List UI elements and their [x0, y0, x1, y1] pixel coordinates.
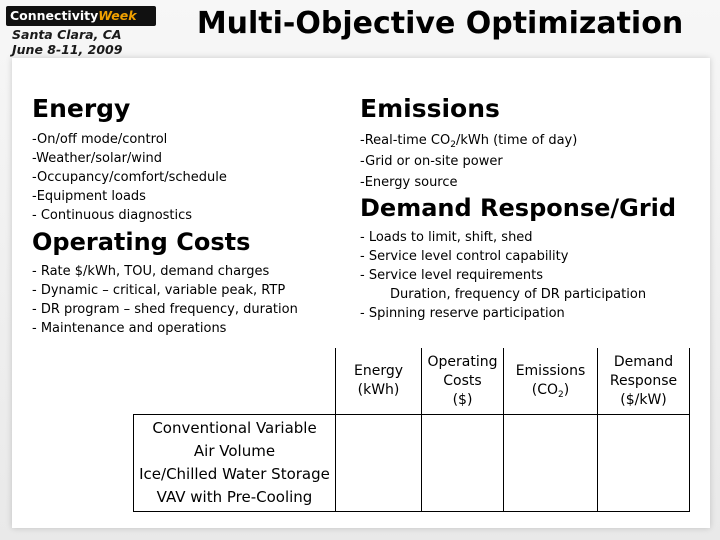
column-header-operating-costs	[422, 348, 504, 415]
list-item: - Service level requirements	[360, 268, 544, 283]
matrix-header-row	[134, 348, 690, 415]
list-item-text: -Real-time CO	[360, 133, 451, 148]
logo-brand-accent: Week	[98, 8, 137, 23]
header-line: Energy	[353, 363, 403, 379]
demand-response-heading: Demand Response/Grid	[360, 194, 677, 222]
list-item: - Dynamic – critical, variable peak, RTP	[32, 283, 286, 298]
list-item: -Occupancy/comfort/schedule	[32, 170, 227, 185]
header-line	[504, 381, 597, 400]
header-line: Emissions	[515, 363, 586, 379]
row-label-line: Air Volume	[193, 442, 276, 460]
header-line: ($)	[452, 391, 473, 408]
operating-costs-heading: Operating Costs	[32, 228, 251, 256]
table-cell-demand-response	[598, 415, 690, 512]
header-line: Costs	[443, 372, 482, 389]
demand-response-list	[360, 228, 646, 323]
logo-brand-main: Connectivity	[10, 8, 99, 23]
logo-dates: June 8-11, 2009	[12, 42, 123, 57]
list-item-text: /kWh (time of day)	[455, 133, 578, 148]
column-header-emissions	[504, 348, 598, 415]
connectivity-week-logo	[6, 6, 156, 58]
row-label-line: Conventional Variable	[152, 419, 317, 437]
list-item: - Spinning reserve participation	[360, 306, 565, 321]
header-line: Operating	[427, 353, 498, 370]
header-text: )	[563, 382, 570, 398]
list-item: -Grid or on-site power	[360, 154, 503, 169]
logo-brand-bar	[6, 6, 156, 26]
list-item: - Service level control capability	[360, 249, 569, 264]
header-line: (kWh)	[357, 382, 400, 398]
energy-heading: Energy	[32, 94, 131, 123]
header-line: Response	[609, 372, 678, 389]
list-item	[360, 130, 577, 151]
row-label-line: Ice/Chilled Water Storage	[139, 465, 330, 483]
matrix-corner	[134, 348, 336, 415]
list-item: -Weather/solar/wind	[32, 151, 163, 166]
list-item: - Continuous diagnostics	[32, 208, 193, 223]
table-row	[134, 415, 690, 512]
header-line: Demand	[613, 353, 674, 370]
row-label-line: VAV with Pre-Cooling	[156, 488, 313, 506]
list-item: -On/off mode/control	[32, 132, 168, 147]
operating-costs-list	[32, 262, 298, 338]
header-text: (CO	[531, 382, 559, 398]
energy-list	[32, 130, 227, 225]
list-item: - Maintenance and operations	[32, 321, 227, 336]
emissions-heading: Emissions	[360, 94, 500, 123]
table-cell-energy	[336, 415, 422, 512]
column-header-demand-response	[598, 348, 690, 415]
list-item: Duration, frequency of DR participation	[390, 287, 647, 302]
column-header-energy	[336, 348, 422, 415]
header-line: ($/kW)	[620, 391, 667, 408]
optimization-matrix	[133, 348, 690, 512]
subscript: 2	[450, 140, 456, 150]
list-item: -Equipment loads	[32, 189, 146, 204]
table-cell-emissions	[504, 415, 598, 512]
list-item: - Loads to limit, shift, shed	[360, 230, 533, 245]
emissions-list	[360, 130, 577, 193]
list-item: - Rate $/kWh, TOU, demand charges	[32, 264, 270, 279]
list-item: - DR program – shed frequency, duration	[32, 302, 298, 317]
row-label-strategies	[134, 415, 336, 512]
logo-location: Santa Clara, CA	[12, 27, 122, 42]
table-cell-operating-costs	[422, 415, 504, 512]
subscript: 2	[558, 390, 564, 400]
list-item: -Energy source	[360, 175, 458, 190]
page-title: Multi-Objective Optimization	[196, 6, 684, 41]
